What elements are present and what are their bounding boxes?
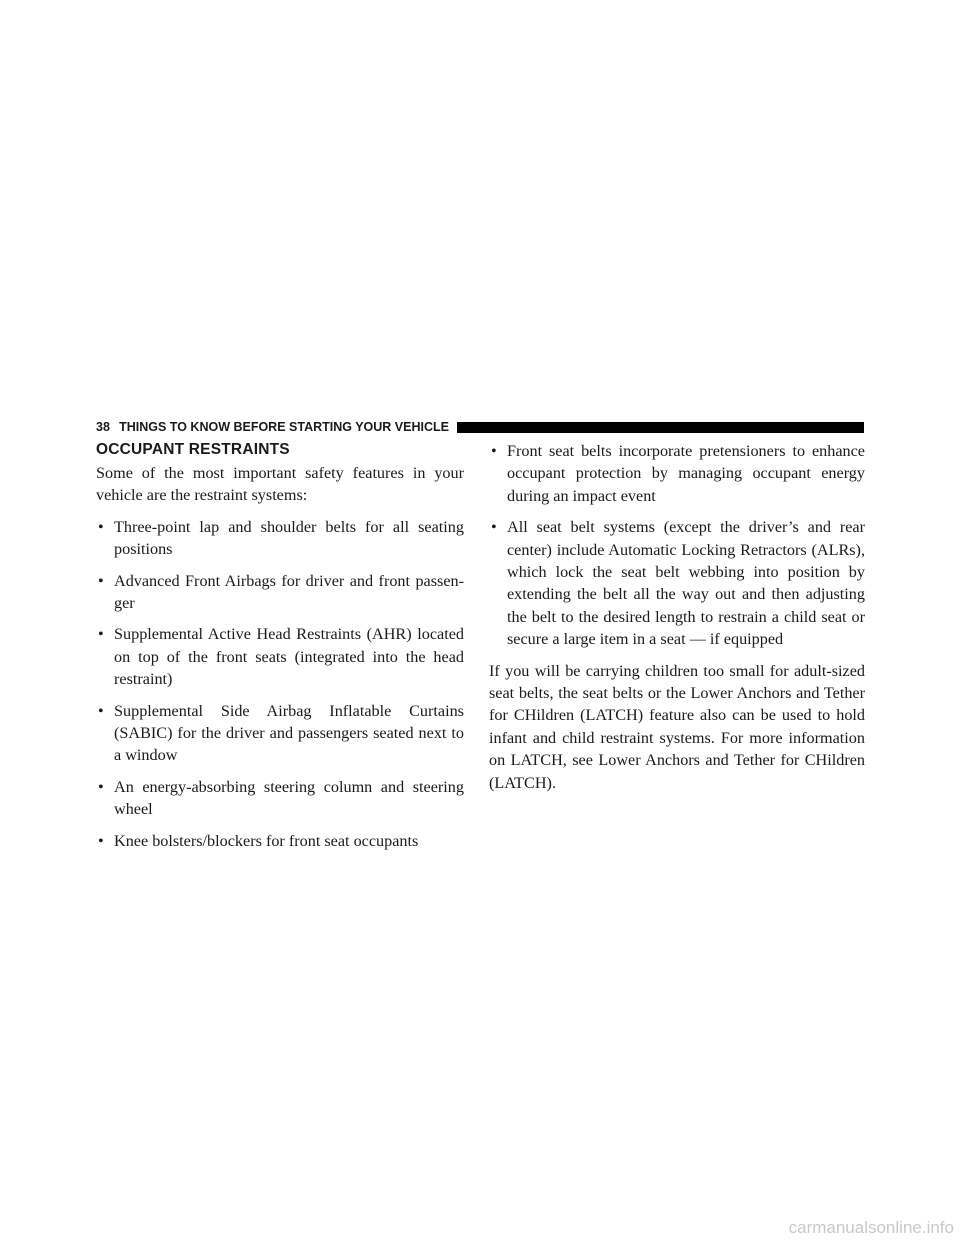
watermark-text: carmanualsonline.info	[788, 1218, 954, 1237]
bullet-icon: •	[98, 701, 104, 720]
bullet-icon: •	[491, 518, 497, 537]
list-item-text: Advanced Front Airbags for driver and front passen-ger	[114, 571, 464, 613]
list-item-text: Supplemental Side Airbag Inflatable Curtains (SABIC) for the driver and passengers seated next to a window	[114, 701, 464, 765]
list-item	[489, 516, 865, 650]
bullet-icon: •	[98, 517, 104, 536]
list-item	[96, 700, 464, 767]
list-item	[96, 570, 464, 615]
page-header	[96, 417, 864, 437]
seat-belt-feature-list	[489, 440, 865, 651]
bullet-icon: •	[98, 625, 104, 644]
list-item	[489, 440, 865, 507]
list-item-text: Three-point lap and shoulder belts for all seating positions	[114, 517, 464, 559]
latch-paragraph: If you will be carrying children too small for adult-sized seat belts, the seat belts or the Lower Anchors and Tether for CHildren (LATCH) feature also can be used to hold infant and child restraint systems. For more information on LATCH, see Lower Anchors and Tether for CHildren (LATCH).	[489, 661, 865, 792]
restraint-feature-list	[96, 516, 464, 852]
right-column	[489, 440, 865, 803]
list-item	[96, 776, 464, 821]
list-item	[96, 830, 464, 852]
bullet-icon: •	[491, 442, 497, 460]
list-item-text: Supplemental Active Head Restraints (AHR) located on top of the front seats (integrated into the head restraint)	[114, 625, 464, 689]
list-item-text: Front seat belts incorporate pretensioners to enhance occupant protection by managing occupant energy during an impact event	[507, 442, 865, 505]
list-item-text: Knee bolsters/blockers for front seat occupants	[114, 831, 419, 850]
list-item-text: An energy-absorbing steering column and steering wheel	[114, 777, 464, 819]
page-number: 38	[96, 420, 111, 434]
list-item-text: All seat belt systems (except the driver’s and rear center) include Automatic Locking Retractors (ALRs), which lock the seat belt webbing into position by extending the belt all the way out and then adjusting the belt to the desired length to restrain a child seat or secure a large item in a seat — if equipped	[507, 518, 865, 649]
bullet-icon: •	[98, 777, 104, 796]
chapter-title: THINGS TO KNOW BEFORE STARTING YOUR VEHICLE	[119, 420, 449, 434]
header-rule	[457, 422, 864, 433]
section-title: OCCUPANT RESTRAINTS	[96, 441, 290, 458]
left-column	[96, 440, 464, 861]
bullet-icon: •	[98, 571, 104, 590]
bullet-icon: •	[98, 831, 104, 850]
list-item	[96, 623, 464, 690]
list-item	[96, 516, 464, 561]
intro-paragraph: Some of the most important safety features in your vehicle are the restraint systems:	[96, 464, 464, 505]
